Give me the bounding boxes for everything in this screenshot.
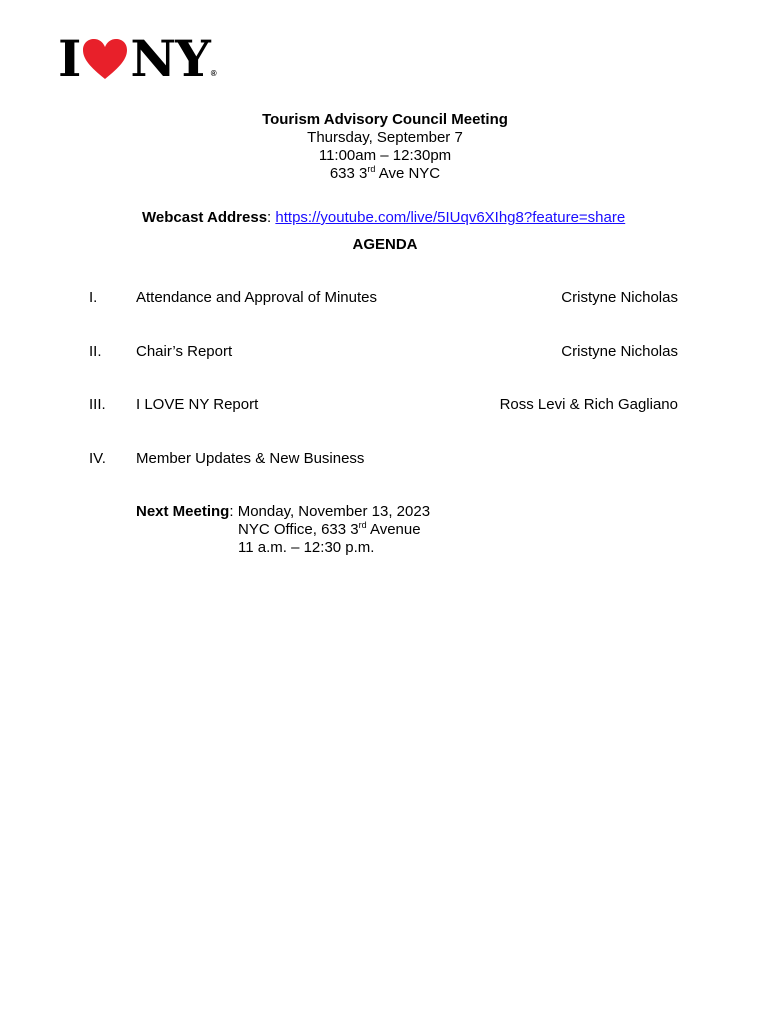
logo-letters-ny: NY (130, 29, 210, 88)
registered-mark: ® (210, 69, 217, 78)
agenda-item-presenter: Cristyne Nicholas (561, 343, 678, 360)
heart-icon (82, 38, 128, 80)
i-love-ny-logo (58, 29, 217, 88)
next-meeting-date: Monday, November 13, 2023 (237, 503, 431, 520)
meeting-time: 11:00am – 12:30pm (318, 147, 452, 164)
agenda-item-text: Attendance and Approval of Minutes (136, 289, 377, 306)
agenda-item (0, 396, 770, 416)
agenda-item-number: III. (89, 396, 106, 413)
agenda-item-number: IV. (89, 450, 106, 467)
agenda-item-number: II. (89, 343, 102, 360)
next-meeting-label: Next Meeting (136, 503, 230, 520)
agenda-item-text: I LOVE NY Report (136, 396, 259, 413)
meeting-header (0, 111, 770, 183)
meeting-address: 633 3rd Ave NYC (329, 164, 441, 182)
agenda-item-presenter: Cristyne Nicholas (561, 289, 678, 306)
logo-letter-i: I (58, 29, 81, 88)
meeting-date: Thursday, September 7 (307, 129, 463, 146)
agenda-heading: AGENDA (352, 236, 418, 253)
agenda-item (0, 343, 770, 363)
agenda-item (0, 289, 770, 309)
next-meeting-location: NYC Office, 633 3rd Avenue (238, 520, 421, 538)
agenda-item (0, 450, 770, 470)
webcast-address: Webcast Address: https://youtube.com/live/5IUqv6XIhg8?feature=share (142, 209, 626, 226)
agenda-item-number: I. (89, 289, 98, 306)
next-meeting-time: 11 a.m. – 12:30 p.m. (238, 539, 375, 556)
next-meeting: Next Meeting: Monday, November 13, 2023 NYC Office, 633 3rd Avenue 11 a.m. – 12:30 p.m. (136, 503, 431, 556)
agenda-item-presenter: Ross Levi & Rich Gagliano (499, 396, 678, 413)
webcast-link[interactable]: https://youtube.com/live/5IUqv6XIhg8?feature=share (275, 209, 626, 226)
webcast-label: Webcast Address (142, 209, 268, 226)
meeting-title: Tourism Advisory Council Meeting (262, 111, 508, 128)
agenda-item-text: Chair’s Report (136, 343, 233, 360)
agenda-item-text: Member Updates & New Business (136, 450, 365, 467)
